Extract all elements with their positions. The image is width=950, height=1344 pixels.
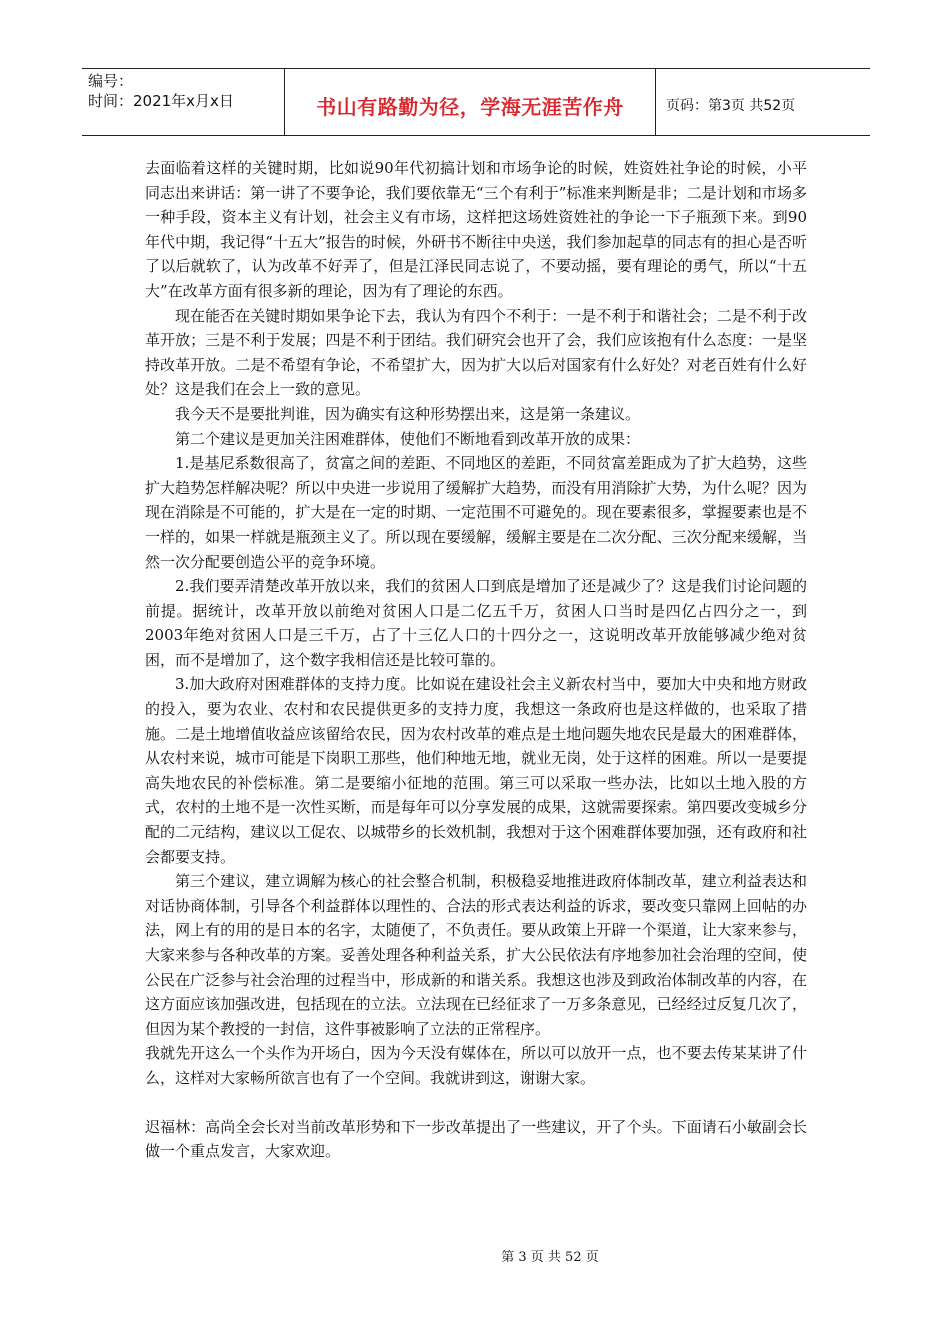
paragraph: 我今天不是要批判谁，因为确实有这种形势摆出来，这是第一条建议。 <box>175 404 641 423</box>
page-footer: 第 3 页 共 52 页 <box>501 1250 599 1265</box>
header-page-cell <box>656 69 870 135</box>
paragraph: 迟福林：高尚全会长对当前改革形势和下一步改革提出了一些建议，开了个头。下面请石小敏副会长做一个重点发言，大家欢迎。 <box>145 1117 807 1161</box>
paragraph: 第三个建议，建立调解为核心的社会整合机制，积极稳妥地推进政府体制改革，建立利益表达和对话协商体制，引导各个利益群体以理性的、合法的形式表达利益的诉求，要改变只靠网上回帖的办法，网上有的用的是日本的名字，太随便了，不负责任。要从政策上开辟一个渠道，让大家来参与，大家来参与各种改革的方案。妥善处理各种利益关系，扩大公民依法有序地参加社会治理的空间，使公民在广泛参与社会治理的过程当中，形成新的和谐关系。我想这也涉及到政治体制改革的内容，在这方面应该加强改进，包括现在的立法。立法现在已经征求了一万多条意见，已经经过反复几次了，但因为某个教授的一封信，这件事被影响了立法的正常程序。 <box>145 872 807 1038</box>
motto-text: 书山有路勤为径，学海无涯苦作舟 <box>316 94 624 119</box>
paragraph: 3.加大政府对困难群体的支持力度。比如说在建设社会主义新农村当中，要加大中央和地方财政的投入，要为农业、农村和农民提供更多的支持力度，我想这一条政府也是这样做的，也采取了措施。二是土地增值收益应该留给农民，因为农村改革的难点是土地问题失地农民是最大的困难群体，从农村来说，城市可能是下岗职工那些，他们种地无地，就业无岗，处于这样的困难。所以一是要提高失地农民的补偿标准。第二是要缩小征地的范围。第三可以采取一些办法，比如以土地入股的方式，农村的土地不是一次性买断，而是每年可以分享发展的成果，这就需要探索。第四要改变城乡分配的二元结构，建议以工促农、以城带乡的长效机制，我想对于这个困难群体要加强，还有政府和社会都要支持。 <box>145 675 807 866</box>
serial-label: 编号： <box>88 72 134 90</box>
paragraph: 现在能否在关键时期如果争论下去，我认为有四个不利于：一是不利于和谐社会；二是不利于改革开放；三是不利于发展；四是不利于团结。我们研究会也开了会，我们应该抱有什么态度：一是坚持改革开放。二是不希望有争论，不希望扩大，因为扩大以后对国家有什么好处？对老百姓有什么好处？这是我们在会上一致的意见。 <box>145 306 807 399</box>
time-label: 时间：2021年x月x日 <box>88 92 234 110</box>
header-meta-cell <box>82 69 285 135</box>
paragraph: 第二个建议是更加关注困难群体，使他们不断地看到改革开放的成果： <box>175 429 641 448</box>
header-motto-cell <box>285 69 656 135</box>
paragraph: 1.是基尼系数很高了，贫富之间的差距、不同地区的差距，不同贫富差距成为了扩大趋势，这些扩大趋势怎样解决呢？所以中央进一步说用了缓解扩大趋势，而没有用消除扩大势，为什么呢？因为现在消除是不可能的，扩大是在一定的时期、一定范围不可避免的。现在要素很多，掌握要素也是不一样的，如果一样就是瓶颈主义了。所以现在要缓解，缓解主要是在二次分配、三次分配来缓解，当然一次分配要创造公平的竞争环境。 <box>145 454 807 571</box>
paragraph: 2.我们要弄清楚改革开放以来，我们的贫困人口到底是增加了还是减少了？这是我们讨论问题的前提。据统计，改革开放以前绝对贫困人口是二亿五千万，贫困人口当时是四亿占四分之一，到2003年绝对贫困人口是三千万，占了十三亿人口的十四分之一，这说明改革开放能够减少绝对贫困，而不是增加了，这个数字我相信还是比较可靠的。 <box>145 577 807 669</box>
paragraph: 去面临着这样的关键时期，比如说90年代初搞计划和市场争论的时候，姓资姓社争论的时候，小平同志出来讲话：第一讲了不要争论，我们要依靠无“三个有利于”标准来判断是非；二是计划和市场多一种手段，资本主义有计划，社会主义有市场，这样把这场姓资姓社的争论一下子瓶颈下来。到90年代中期，我记得“十五大”报告的时候，外研书不断往中央送，我们参加起草的同志有的担心是否听了以后就软了，认为改革不好弄了，但是江泽民同志说了，不要动摇，要有理论的勇气，所以“十五大”在改革方面有很多新的理论，因为有了理论的东西。 <box>145 159 807 300</box>
paragraph: 我就先开这么一个头作为开场白，因为今天没有媒体在，所以可以放开一点，也不要去传某某讲了什么，这样对大家畅所欲言也有了一个空间。我就讲到这，谢谢大家。 <box>145 1044 807 1087</box>
document-body <box>145 156 807 1164</box>
header-table <box>82 68 870 136</box>
page-info: 页码：第3页 共52页 <box>666 98 796 114</box>
